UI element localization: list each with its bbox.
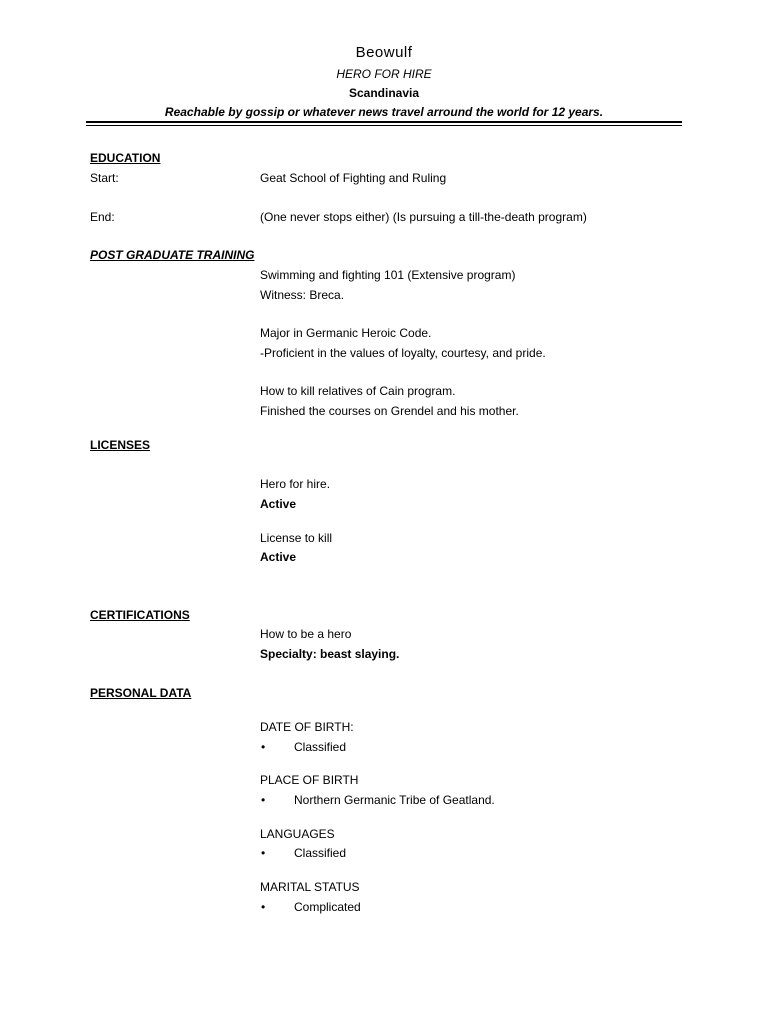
personal-item-value: Complicated	[294, 900, 361, 914]
resume-contact: Reachable by gossip or whatever news travel arround the world for 12 years.	[164, 105, 604, 119]
license-name: License to kill	[260, 531, 333, 545]
personal-item-value: Classified	[294, 740, 347, 754]
personal-item-label: MARITAL STATUS	[260, 880, 360, 894]
license-status: Active	[260, 550, 297, 564]
post-graduate-line: Swimming and fighting 101 (Extensive program)	[260, 268, 516, 282]
education-end-value: (One never stops either) (Is pursuing a till-the-death program)	[260, 210, 587, 224]
post-graduate-line: Finished the courses on Grendel and his mother.	[260, 404, 519, 418]
license-name: Hero for hire.	[260, 477, 331, 491]
certification-specialty: Specialty: beast slaying.	[260, 647, 400, 661]
certifications-heading: CERTIFICATIONS	[90, 608, 190, 622]
personal-item-value: Classified	[294, 846, 347, 860]
post-graduate-line: -Proficient in the values of loyalty, courtesy, and pride.	[260, 346, 546, 360]
bullet-icon: •	[261, 793, 266, 807]
licenses-heading: LICENSES	[90, 438, 151, 452]
post-graduate-line: Major in Germanic Heroic Code.	[260, 326, 432, 340]
post-graduate-line: Witness: Breca.	[260, 288, 345, 302]
resume-location: Scandinavia	[348, 86, 420, 100]
header-divider-thin	[86, 125, 682, 126]
license-status: Active	[260, 497, 297, 511]
certification-name: How to be a hero	[260, 627, 352, 641]
personal-item-label: DATE OF BIRTH:	[260, 720, 354, 734]
personal-item-label: LANGUAGES	[260, 827, 335, 841]
post-graduate-line: How to kill relatives of Cain program.	[260, 384, 456, 398]
personal-data-heading: PERSONAL DATA	[90, 686, 192, 700]
resume-tagline: HERO FOR HIRE	[336, 67, 432, 81]
bullet-icon: •	[261, 846, 266, 860]
resume-name: Beowulf	[355, 44, 413, 61]
education-heading: EDUCATION	[90, 151, 161, 165]
personal-item-value: Northern Germanic Tribe of Geatland.	[294, 793, 495, 807]
education-end-label: End:	[90, 210, 115, 224]
personal-item-label: PLACE OF BIRTH	[260, 773, 359, 787]
post-graduate-heading: POST GRADUATE TRAINING	[90, 248, 255, 262]
education-start-value: Geat School of Fighting and Ruling	[260, 171, 447, 185]
bullet-icon: •	[261, 740, 266, 754]
bullet-icon: •	[261, 900, 266, 914]
header-divider-thick	[86, 121, 682, 123]
education-start-label: Start:	[90, 171, 119, 185]
